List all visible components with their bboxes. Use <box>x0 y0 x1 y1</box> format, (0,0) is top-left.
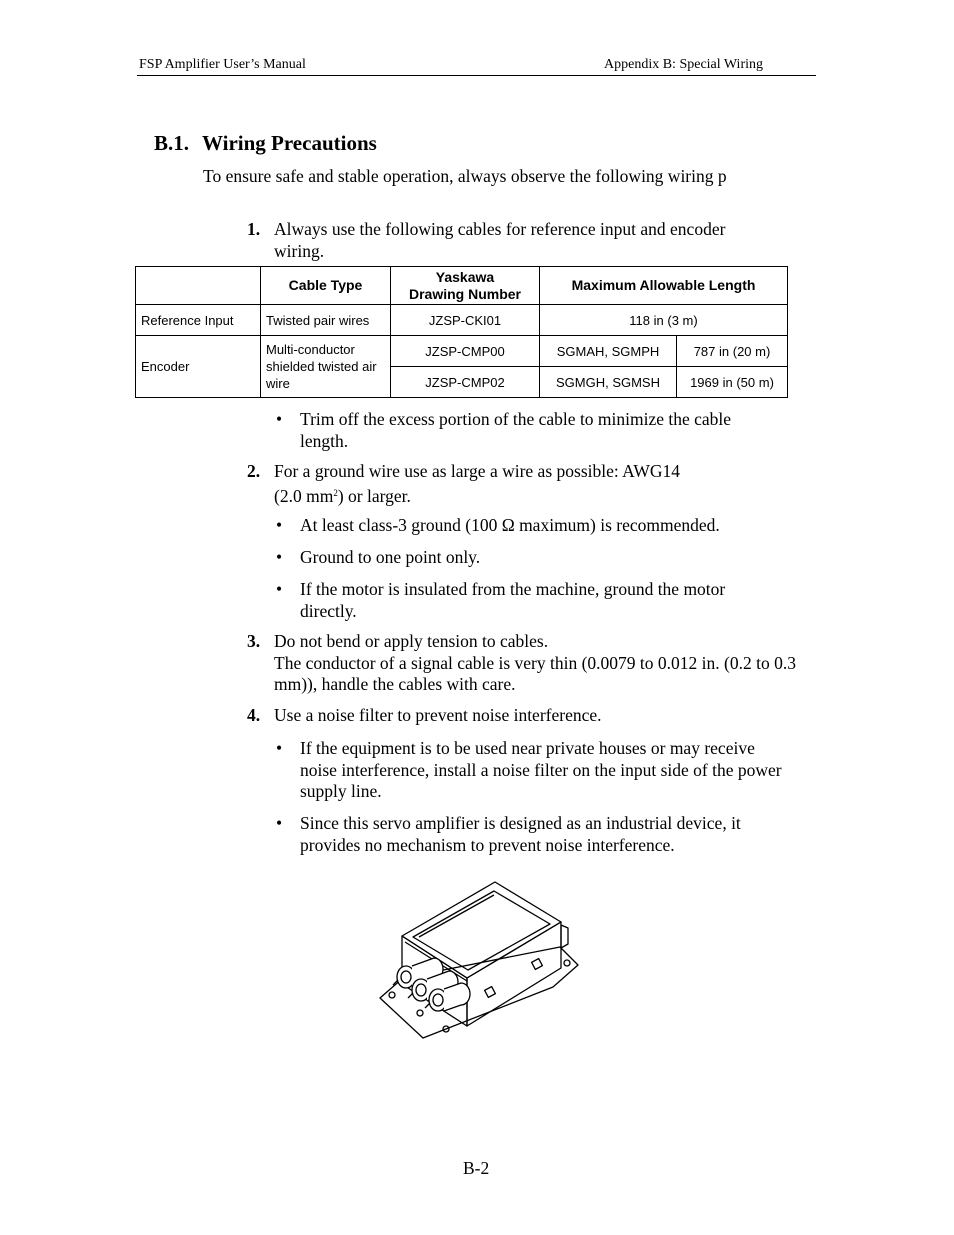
table-header-cable-type: Cable Type <box>261 267 391 305</box>
mounting-hole <box>389 992 395 998</box>
table-cell: Encoder <box>136 336 261 398</box>
table-cell: SGMAH, SGMPH <box>540 336 677 367</box>
list-item-1 <box>247 219 774 262</box>
filter-side-face <box>467 922 561 1026</box>
section-number: B.1. <box>154 131 190 155</box>
noise-filter-illustration <box>378 880 580 1040</box>
bullet-item: • Trim off the excess portion of the cable to minimize the cable length. <box>276 409 732 451</box>
item-number: 2. <box>247 461 261 481</box>
table-cell: 118 in (3 m) <box>540 305 788 336</box>
bullet-item: • At least class-3 ground (100 Ω maximum) is recommended. <box>276 515 720 535</box>
mounting-plate <box>380 947 578 1038</box>
bullet-icon: • <box>276 547 283 567</box>
table-cell: JZSP-CMP00 <box>391 336 540 367</box>
cable-table <box>135 266 788 398</box>
mounting-hole <box>564 960 570 966</box>
list-item-3: 3. Do not bend or apply tension to cables. The conductor of a signal cable is very thin (0.0079 to 0.012 in. (0.2 to 0.3 mm)), handle the cables with care. <box>247 631 796 694</box>
list-item-2: 2. For a ground wire use as large a wire as possible: AWG14 (2.0 $mm^2$) or larger. <box>247 461 681 506</box>
bullet-icon: • <box>276 579 283 599</box>
table-cell: Reference Input <box>136 305 261 336</box>
running-header-title: FSP Amplifier User’s Manual <box>139 57 306 72</box>
table-cell: SGMGH, SGMSH <box>540 367 677 398</box>
mounting-ear <box>561 925 568 948</box>
item-number: 4. <box>247 705 261 725</box>
section-heading <box>154 131 377 156</box>
section-intro: To ensure safe and stable operation, always observe the following wiring p <box>203 166 727 186</box>
table-cell: 787 in (20 m) <box>677 336 788 367</box>
bullet-item: • Since this servo amplifier is designed as an industrial device, it provides no mechanism to prevent noise interference. <box>276 813 741 855</box>
bullet-item: • Ground to one point only. <box>276 547 481 567</box>
table-header-row <box>136 267 788 305</box>
list-item-4: 4. Use a noise filter to prevent noise interference. <box>247 705 602 725</box>
table-row <box>136 305 788 336</box>
table-cell: JZSP-CKI01 <box>391 305 540 336</box>
table-row <box>136 336 788 367</box>
page-number: B-2 <box>463 1158 490 1178</box>
header-rule <box>137 75 816 76</box>
table-cell: Multi-conductor shielded twisted air wire <box>261 336 391 398</box>
item-number: 1. <box>247 219 261 239</box>
bullet-item: • If the motor is insulated from the machine, ground the motor directly. <box>276 579 726 621</box>
item-number: 3. <box>247 631 261 651</box>
table-cell: 1969 in (50 m) <box>677 367 788 398</box>
terminal-group <box>393 958 470 1011</box>
table-header-empty <box>136 267 261 305</box>
mounting-hole <box>417 1010 423 1016</box>
table-cell: Twisted pair wires <box>261 305 391 336</box>
table-header-drawing-number: Yaskawa Drawing Number <box>391 267 540 305</box>
item-text: Always use the following cables for reference input and encoder wiring. <box>274 219 726 261</box>
table-header-max-length: Maximum Allowable Length <box>540 267 788 305</box>
bullet-item: • If the equipment is to be used near private houses or may receive noise interference, install a noise filter on the input side of the power supply line. <box>276 738 782 801</box>
running-header-section: Appendix B: Special Wiring <box>604 57 763 72</box>
bullet-icon: • <box>276 738 283 758</box>
section-title: Wiring Precautions <box>202 131 377 155</box>
bullet-icon: • <box>276 515 283 535</box>
table-cell: JZSP-CMP02 <box>391 367 540 398</box>
bullet-icon: • <box>276 409 283 429</box>
bullet-icon: • <box>276 813 283 833</box>
